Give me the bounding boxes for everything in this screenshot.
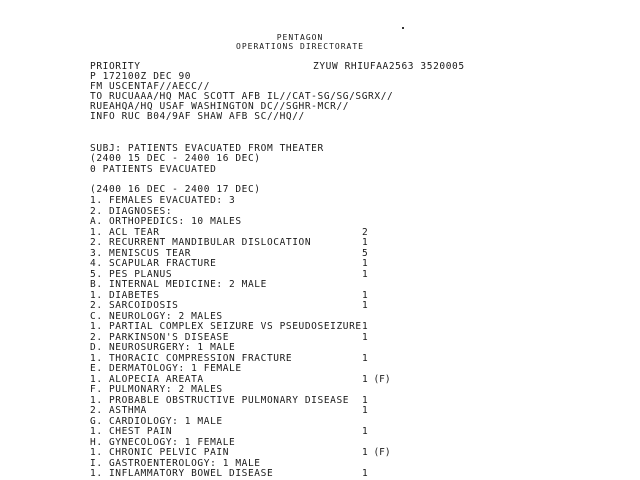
list-item: 1. FEMALES EVACUATED: 3 xyxy=(90,195,236,206)
item-count: 1 xyxy=(362,300,368,311)
info-line-1: RUEAHQA/HQ USAF WASHINGTON DC//SGHR-MCR// xyxy=(90,101,350,112)
from-line: FM USCENTAF//AECC// xyxy=(90,81,211,92)
header-directorate: OPERATIONS DIRECTORATE xyxy=(236,42,364,51)
subject-count: 0 PATIENTS EVACUATED xyxy=(90,164,217,175)
item-count: 1 xyxy=(362,321,368,332)
info-line-2: INFO RUC B04/9AF SHAW AFB SC//HQ// xyxy=(90,111,305,122)
list-item: D. NEUROSURGERY: 1 MALE xyxy=(90,342,236,353)
scan-speck xyxy=(402,27,404,29)
item-count: 1 xyxy=(362,268,368,280)
list-item: 1. ACL TEAR xyxy=(90,226,160,238)
date-time-group: P 172100Z DEC 90 xyxy=(90,71,192,82)
list-item: 1. DIABETES xyxy=(90,289,160,301)
list-item: 1. THORACIC COMPRESSION FRACTURE xyxy=(90,352,293,364)
list-item: 3. MENISCUS TEAR xyxy=(90,247,192,259)
list-item: 2. DIAGNOSES: xyxy=(90,205,173,217)
list-item: 1. PARTIAL COMPLEX SEIZURE VS PSEUDOSEIZURE xyxy=(90,321,362,332)
item-count: 2 xyxy=(362,226,368,238)
item-count: 1 xyxy=(362,394,368,406)
message-id: ZYUW RHIUFAA2563 3520005 xyxy=(313,61,465,72)
list-item: A. ORTHOPEDICS: 10 MALES xyxy=(90,216,242,227)
item-count: 1 xyxy=(362,331,368,343)
item-count: 1 xyxy=(362,468,368,479)
list-item: 1. ALOPECIA AREATA xyxy=(90,373,204,385)
list-item: B. INTERNAL MEDICINE: 2 MALE xyxy=(90,279,267,290)
list-item: 2. ASTHMA xyxy=(90,405,147,416)
item-count: 1 xyxy=(362,289,368,301)
item-count: 1 (F) xyxy=(362,447,391,458)
list-item: E. DERMATOLOGY: 1 FEMALE xyxy=(90,363,242,374)
list-item: 5. PES PLANUS xyxy=(90,268,173,280)
list-item: 1. CHRONIC PELVIC PAIN xyxy=(90,447,230,458)
list-item: C. NEUROLOGY: 2 MALES xyxy=(90,310,223,322)
item-count: 1 (F) xyxy=(362,373,391,385)
to-line: TO RUCUAAA/HQ MAC SCOTT AFB IL//CAT-SG/SG/SGRX// xyxy=(90,91,394,102)
list-item: H. GYNECOLOGY: 1 FEMALE xyxy=(90,436,236,448)
list-item: 1. INFLAMMATORY BOWEL DISEASE xyxy=(90,468,274,479)
subject-line: SUBJ: PATIENTS EVACUATED FROM THEATER xyxy=(90,143,324,154)
list-item: F. PULMONARY: 2 MALES xyxy=(90,384,223,395)
list-item: 1. CHEST PAIN xyxy=(90,426,173,437)
subject-period: (2400 15 DEC - 2400 16 DEC) xyxy=(90,153,261,164)
list-item: 2. PARKINSON'S DISEASE xyxy=(90,331,230,343)
list-item: G. CARDIOLOGY: 1 MALE xyxy=(90,415,223,427)
item-count: 5 xyxy=(362,247,368,259)
item-count: 1 xyxy=(362,426,368,437)
list-item: 4. SCAPULAR FRACTURE xyxy=(90,258,217,269)
item-count: 1 xyxy=(362,237,368,248)
item-count: 1 xyxy=(362,405,368,416)
header-agency: PENTAGON xyxy=(276,33,324,42)
item-count: 1 xyxy=(362,352,368,364)
report-period: (2400 16 DEC - 2400 17 DEC) xyxy=(90,184,261,195)
list-item: 2. RECURRENT MANDIBULAR DISLOCATION xyxy=(90,237,312,248)
list-item: 1. PROBABLE OBSTRUCTIVE PULMONARY DISEASE xyxy=(90,394,350,406)
list-item: I. GASTROENTEROLOGY: 1 MALE xyxy=(90,457,261,469)
item-count: 1 xyxy=(362,258,368,269)
priority-label: PRIORITY xyxy=(90,61,141,72)
list-item: 2. SARCOIDOSIS xyxy=(90,300,179,311)
